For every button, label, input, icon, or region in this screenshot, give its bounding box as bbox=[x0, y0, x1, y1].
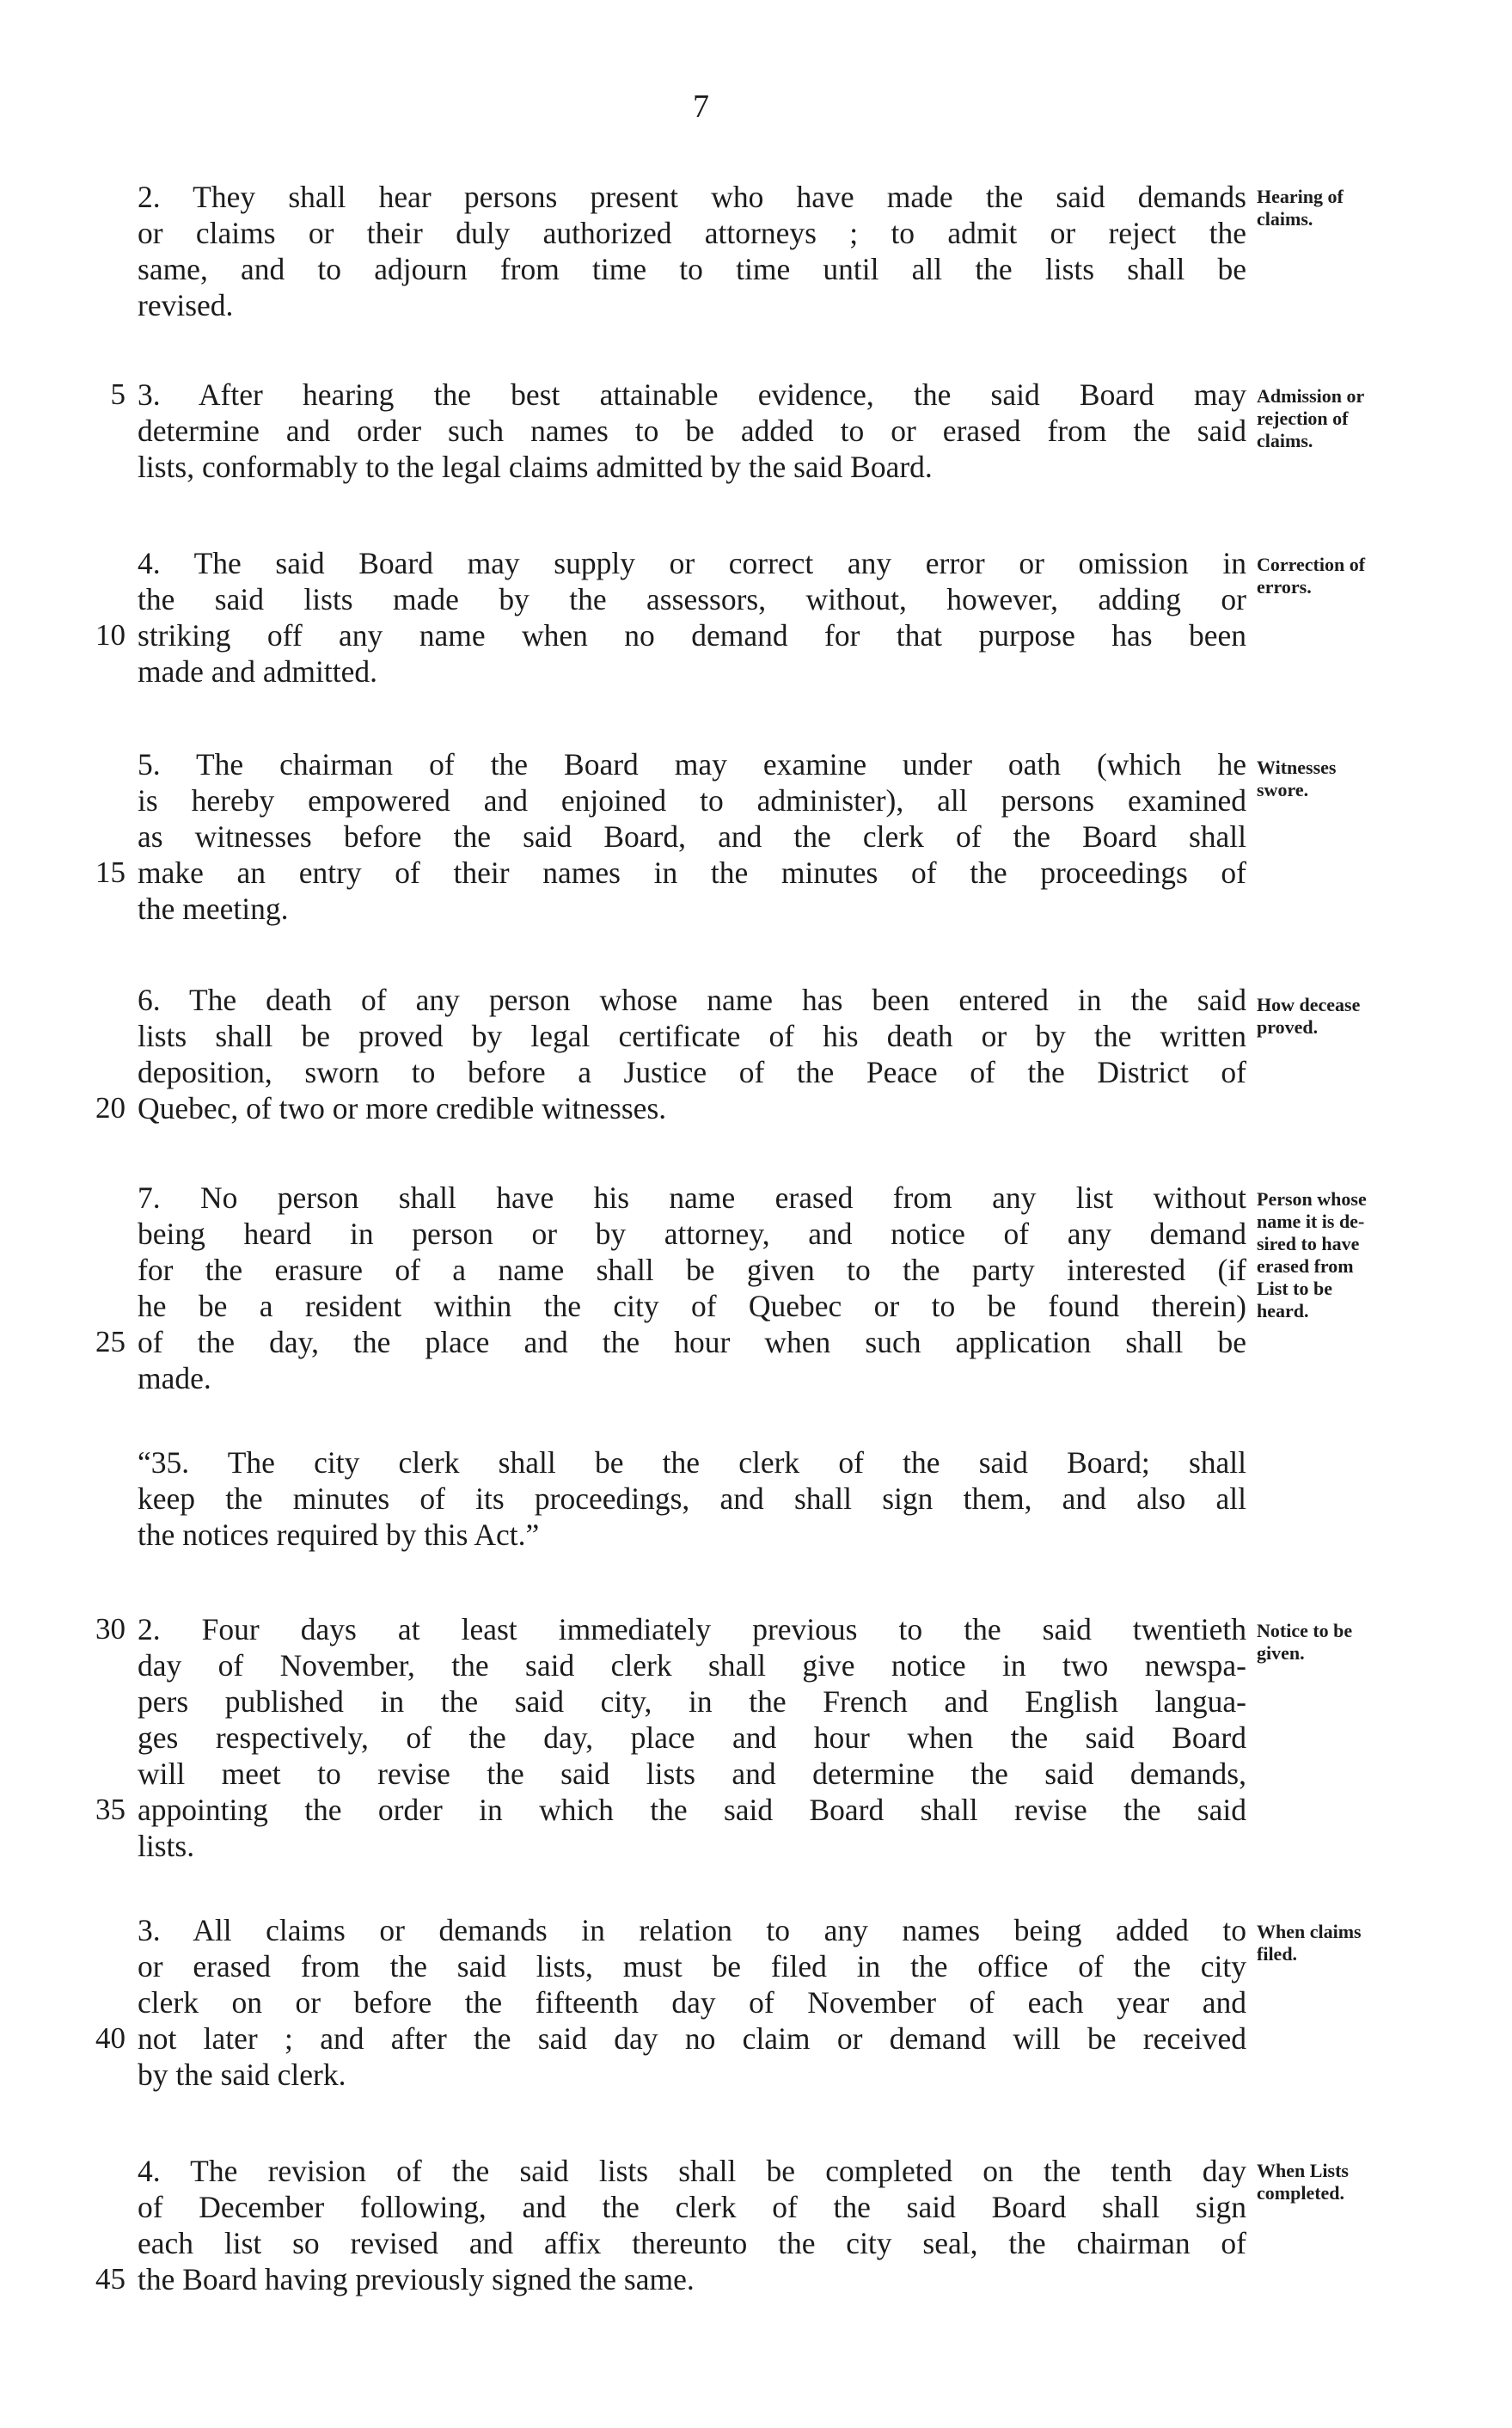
line-text: he be a resident within the city of Quebec or to be found therein) bbox=[138, 1289, 1246, 1323]
margin-note-line: given. bbox=[1257, 1642, 1305, 1664]
text-line bbox=[110, 377, 1246, 413]
margin-note-line: How decease bbox=[1257, 994, 1361, 1015]
margin-note-claims-filed bbox=[1257, 1921, 1463, 1965]
line-number: 5 bbox=[110, 377, 125, 411]
text-line bbox=[95, 617, 1246, 653]
paragraph-lists-completed bbox=[95, 2153, 1246, 2297]
paragraph-hearing bbox=[138, 179, 1246, 323]
text-line bbox=[138, 1683, 1246, 1720]
text-line bbox=[138, 819, 1246, 855]
text-line bbox=[95, 1324, 1246, 1360]
text-line bbox=[138, 782, 1246, 819]
line-text: lists. bbox=[138, 1829, 195, 1863]
line-text: each list so revised and affix thereunto the city seal, the chairman of bbox=[138, 2226, 1246, 2260]
text-line bbox=[138, 1180, 1246, 1216]
margin-note-line: erased from bbox=[1257, 1255, 1354, 1277]
line-text: appointing the order in which the said Board shall revise the said bbox=[138, 1793, 1246, 1827]
text-line bbox=[138, 1481, 1246, 1517]
line-text: not later ; and after the said day no claim or demand will be received bbox=[138, 2021, 1246, 2056]
margin-note-line: proved. bbox=[1257, 1016, 1319, 1038]
line-text: being heard in person or by attorney, and notice of any demand bbox=[138, 1217, 1246, 1251]
line-number: 30 bbox=[95, 1612, 125, 1646]
line-text: determine and order such names to be added to or erased from the said bbox=[138, 414, 1246, 448]
line-text: or claims or their duly authorized attorneys ; to admit or reject the bbox=[138, 216, 1246, 250]
margin-note-hearing bbox=[1257, 186, 1463, 230]
paragraph-death-proof bbox=[95, 982, 1246, 1126]
margin-note-line: name it is de- bbox=[1257, 1211, 1365, 1232]
paragraph-section-35 bbox=[138, 1444, 1246, 1553]
text-line bbox=[138, 449, 1246, 485]
text-line bbox=[138, 179, 1246, 215]
line-number: 40 bbox=[95, 2021, 125, 2055]
text-line bbox=[95, 1090, 1246, 1126]
text-line bbox=[138, 1288, 1246, 1324]
line-text: “35. The city clerk shall be the clerk of the said Board; shall bbox=[138, 1445, 1246, 1480]
text-line bbox=[138, 653, 1246, 690]
line-text: made and admitted. bbox=[138, 654, 377, 689]
text-line bbox=[95, 2020, 1246, 2057]
margin-note-lists-completed bbox=[1257, 2160, 1463, 2204]
text-line bbox=[138, 1984, 1246, 2020]
text-line bbox=[138, 1360, 1246, 1396]
text-line bbox=[138, 1756, 1246, 1792]
margin-note-admission bbox=[1257, 385, 1463, 452]
text-line bbox=[95, 1792, 1246, 1828]
line-text: striking off any name when no demand for that purpose has been bbox=[138, 618, 1246, 653]
text-line bbox=[138, 891, 1246, 927]
line-text: day of November, the said clerk shall give notice in two newspa- bbox=[138, 1648, 1246, 1683]
text-line bbox=[138, 1647, 1246, 1683]
line-text: the Board having previously signed the same. bbox=[138, 2262, 695, 2296]
margin-note-line: swore. bbox=[1257, 779, 1309, 800]
text-line bbox=[138, 2057, 1246, 2093]
margin-note-line: claims. bbox=[1257, 430, 1313, 451]
text-line bbox=[138, 1444, 1246, 1481]
margin-note-witnesses bbox=[1257, 757, 1463, 801]
text-line bbox=[138, 2189, 1246, 2225]
margin-note-line: Witnesses bbox=[1257, 757, 1337, 778]
line-text: 3. After hearing the best attainable evidence, the said Board may bbox=[138, 377, 1246, 412]
line-text: 6. The death of any person whose name has been entered in the said bbox=[138, 983, 1246, 1017]
line-text: Quebec, of two or more credible witnesses. bbox=[138, 1091, 667, 1125]
margin-note-line: heard. bbox=[1257, 1300, 1309, 1321]
text-line bbox=[95, 1611, 1246, 1647]
margin-note-line: List to be bbox=[1257, 1278, 1332, 1299]
text-line bbox=[138, 746, 1246, 782]
line-text: same, and to adjourn from time to time until all the lists shall be bbox=[138, 252, 1246, 286]
text-line bbox=[138, 2225, 1246, 2261]
paragraph-correction bbox=[95, 545, 1246, 690]
line-text: the notices required by this Act.” bbox=[138, 1518, 540, 1552]
text-line bbox=[138, 1912, 1246, 1948]
text-line bbox=[138, 215, 1246, 251]
line-text: of the day, the place and the hour when such application shall be bbox=[138, 1325, 1246, 1359]
line-number: 10 bbox=[95, 618, 125, 652]
line-text: as witnesses before the said Board, and the clerk of the Board shall bbox=[138, 819, 1246, 854]
line-text: the said lists made by the assessors, without, however, adding or bbox=[138, 582, 1246, 616]
margin-note-correction bbox=[1257, 554, 1463, 598]
margin-note-line: completed. bbox=[1257, 2182, 1345, 2204]
line-text: 3. All claims or demands in relation to any names being added to bbox=[138, 1913, 1246, 1947]
margin-note-line: When Lists bbox=[1257, 2160, 1349, 2181]
page-number: 7 bbox=[693, 89, 709, 125]
line-text: lists, conformably to the legal claims admitted by the said Board. bbox=[138, 450, 933, 484]
margin-note-line: claims. bbox=[1257, 208, 1313, 230]
margin-note-line: Correction of bbox=[1257, 554, 1366, 575]
line-text: ges respectively, of the day, place and hour when the said Board bbox=[138, 1720, 1246, 1755]
margin-note-death-proof bbox=[1257, 994, 1463, 1039]
margin-note-line: Notice to be bbox=[1257, 1620, 1353, 1641]
text-line bbox=[138, 581, 1246, 617]
line-text: make an entry of their names in the minutes of the proceedings of bbox=[138, 855, 1246, 890]
text-line bbox=[138, 545, 1246, 581]
margin-note-erasure-notice bbox=[1257, 1188, 1463, 1322]
margin-note-line: When claims bbox=[1257, 1921, 1362, 1942]
line-text: 2. Four days at least immediately previous to the said twentieth bbox=[138, 1612, 1246, 1646]
text-line bbox=[95, 855, 1246, 891]
text-line bbox=[138, 413, 1246, 449]
paragraph-admission bbox=[110, 377, 1246, 485]
margin-note-line: filed. bbox=[1257, 1943, 1298, 1965]
line-text: 7. No person shall have his name erased from any list without bbox=[138, 1180, 1246, 1215]
line-text: will meet to revise the said lists and determine the said demands, bbox=[138, 1757, 1246, 1791]
line-text: the meeting. bbox=[138, 892, 289, 926]
text-line bbox=[138, 1517, 1246, 1553]
margin-note-line: sired to have bbox=[1257, 1233, 1360, 1254]
line-text: keep the minutes of its proceedings, and shall sign them, and also all bbox=[138, 1481, 1246, 1516]
line-number: 45 bbox=[95, 2262, 125, 2296]
text-line bbox=[138, 251, 1246, 287]
line-text: by the said clerk. bbox=[138, 2057, 346, 2092]
margin-note-line: rejection of bbox=[1257, 408, 1349, 429]
line-number: 20 bbox=[95, 1091, 125, 1125]
line-text: 2. They shall hear persons present who have made the said demands bbox=[138, 180, 1246, 214]
paragraph-erasure-notice bbox=[95, 1180, 1246, 1396]
paragraph-witnesses bbox=[95, 746, 1246, 927]
line-text: 4. The revision of the said lists shall be completed on the tenth day bbox=[138, 2154, 1246, 2188]
text-line bbox=[138, 1054, 1246, 1090]
line-text: deposition, sworn to before a Justice of the Peace of the District of bbox=[138, 1055, 1246, 1089]
text-line bbox=[138, 1018, 1246, 1054]
line-text: lists shall be proved by legal certificate of his death or by the written bbox=[138, 1019, 1246, 1053]
line-text: revised. bbox=[138, 288, 234, 322]
margin-note-notice bbox=[1257, 1620, 1463, 1665]
text-line bbox=[138, 1720, 1246, 1756]
text-line bbox=[138, 982, 1246, 1018]
text-line bbox=[138, 1828, 1246, 1864]
text-line bbox=[138, 1252, 1246, 1288]
line-text: 4. The said Board may supply or correct any error or omission in bbox=[138, 546, 1246, 580]
line-text: of December following, and the clerk of the said Board shall sign bbox=[138, 2190, 1246, 2224]
text-line bbox=[138, 1216, 1246, 1252]
text-line bbox=[138, 287, 1246, 323]
margin-note-line: Person whose bbox=[1257, 1188, 1367, 1210]
margin-note-line: errors. bbox=[1257, 576, 1312, 598]
line-number: 35 bbox=[95, 1793, 125, 1826]
margin-note-line: Hearing of bbox=[1257, 186, 1344, 207]
line-text: is hereby empowered and enjoined to administer), all persons examined bbox=[138, 783, 1246, 818]
text-line bbox=[138, 2153, 1246, 2189]
text-line bbox=[138, 1948, 1246, 1984]
line-number: 25 bbox=[95, 1325, 125, 1358]
line-text: or erased from the said lists, must be filed in the office of the city bbox=[138, 1949, 1246, 1983]
paragraph-notice bbox=[95, 1611, 1246, 1864]
line-text: 5. The chairman of the Board may examine under oath (which he bbox=[138, 747, 1246, 782]
margin-note-line: Admission or bbox=[1257, 385, 1365, 407]
line-number: 15 bbox=[95, 855, 125, 889]
line-text: clerk on or before the fifteenth day of November of each year and bbox=[138, 1985, 1246, 2020]
line-text: for the erasure of a name shall be given to the party interested (if bbox=[138, 1253, 1246, 1287]
paragraph-claims-filed bbox=[95, 1912, 1246, 2093]
line-text: made. bbox=[138, 1361, 211, 1395]
line-text: pers published in the said city, in the French and English langua- bbox=[138, 1684, 1246, 1719]
text-line bbox=[95, 2261, 1246, 2297]
